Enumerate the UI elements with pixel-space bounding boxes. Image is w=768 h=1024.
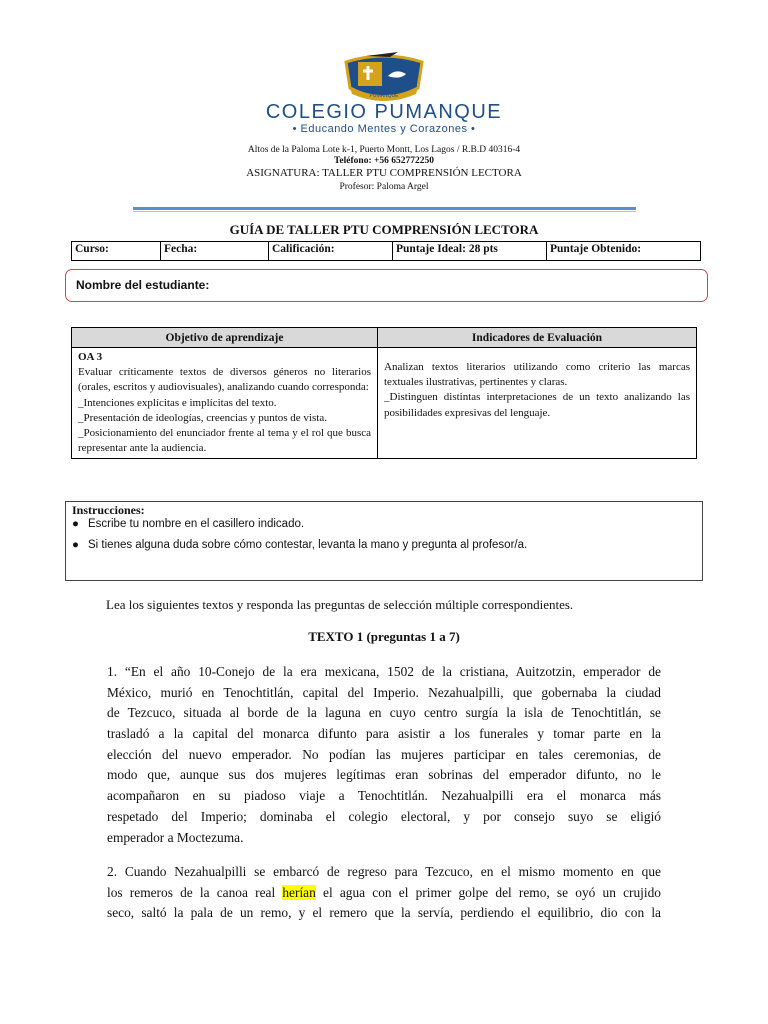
oa-item: _Presentación de ideologías, creencias y puntos de vista.: [78, 411, 327, 424]
indicators-cell: [378, 348, 697, 459]
highlighted-word: herían: [282, 884, 316, 900]
instruction-item: [72, 539, 527, 551]
instruction-text: Escribe tu nombre en el casillero indicado.: [88, 518, 305, 530]
instructions-title: Instrucciones:: [72, 503, 145, 517]
guide-title: GUÍA DE TALLER PTU COMPRENSIÓN LECTORA: [229, 222, 539, 237]
paragraph-line: trasladó a la capital del monarca difunto para asistir a los funerales y tomar parte en la: [107, 726, 661, 742]
puntaje-obtenido-cell[interactable]: Puntaje Obtenido:: [547, 242, 701, 261]
school-crest-logo: [338, 48, 430, 104]
paragraph-1: [107, 662, 661, 848]
puntaje-ideal-cell: Puntaje Ideal: 28 pts: [393, 242, 547, 261]
bullet-icon: ●: [72, 539, 79, 551]
school-motto: • Educando Mentes y Corazones •: [292, 123, 476, 135]
teacher-line: Profesor: Paloma Argel: [339, 182, 429, 192]
header-divider-thin: [133, 211, 636, 212]
paragraph-line: 2. Cuando Nezahualpilli se embarcó de regreso para Tezcuco, en el mismo momento en que: [107, 864, 661, 879]
paragraph-line: acompañaron en su piadoso viaje a Tenochtitlán. Nezahualpilli era el monarca más: [107, 788, 661, 804]
instruction-item: [72, 518, 304, 530]
indicator-item: _Distinguen distintas interpretaciones de un texto analizando las posibilidades expresivas del lenguaje.: [384, 391, 690, 419]
paragraph-line: de Tezcuco, situada al borde de la laguna en cuyo centro surgía la isla de Tenochtitlán, se: [107, 705, 661, 721]
text-run: los remeros de la canoa real: [107, 884, 283, 900]
calificacion-cell[interactable]: Calificación:: [269, 242, 393, 261]
paragraph-line: respetado del Imperio; dominaba el colegio electoral, y por consejo suyo se eligió: [107, 808, 661, 824]
oa-code: OA 3: [78, 351, 103, 363]
paragraph-2: [107, 862, 661, 924]
objectives-table: [71, 327, 697, 459]
bullet-icon: ●: [72, 518, 79, 530]
subject-line: ASIGNATURA: TALLER PTU COMPRENSIÓN LECTORA: [246, 167, 522, 179]
objectives-header: Objetivo de aprendizaje: [72, 328, 378, 348]
student-name-field[interactable]: [65, 269, 708, 302]
oa-item: _Posicionamiento del enunciador frente al tema y el rol que busca representar ante la audiencia.: [78, 427, 371, 455]
instructions-box: [65, 501, 703, 581]
paragraph-line: [107, 883, 661, 904]
indicators-header: Indicadores de Evaluación: [378, 328, 697, 348]
school-address: Altos de la Paloma Lote k-1, Puerto Montt, Los Lagos / R.B.D 40316-4: [247, 145, 521, 155]
text1-title: TEXTO 1 (preguntas 1 a 7): [308, 629, 460, 644]
oa-item: _Intenciones explícitas e implícitas del texto.: [78, 396, 277, 409]
student-name-label: Nombre del estudiante:: [76, 278, 210, 292]
paragraph-line: seco, saltó la pala de un remo, y el remero que la servía, perdiendo el equilibrio, dio con la: [107, 905, 661, 921]
header-divider: [133, 207, 636, 210]
paragraph-line: México, murió en Tenochtitlán, capital del Imperio. Nezahualpilli, que gobernaba la ciudad: [107, 684, 661, 700]
school-phone: Teléfono: +56 652772250: [333, 156, 435, 166]
lead-text: Lea los siguientes textos y responda las preguntas de selección múltiple correspondientes.: [106, 597, 574, 612]
oa-text: Evaluar críticamente textos de diversos géneros no literarios (orales, escritos y audiovisuales), analizando cuando corresponda:: [78, 366, 371, 394]
curso-cell[interactable]: Curso:: [72, 242, 161, 261]
student-info-table: [71, 241, 701, 261]
paragraph-line: modo que, aunque sus dos mujeres legítimas eran sobrinas del emperador difunto, no le: [107, 767, 661, 783]
objective-cell: [72, 348, 378, 459]
paragraph-line: emperador a Moctezuma.: [107, 829, 244, 845]
text-run: el agua con el primer golpe del remo, se oyó un crujido: [315, 884, 661, 900]
paragraph-line: 1. “En el año 10-Conejo de la era mexicana, 1502 de la cristiana, Auitzotzin, emperador de: [107, 664, 661, 679]
paragraph-line: elección del nuevo emperador. No podían las mujeres participar en tales ceremonias, de: [107, 746, 661, 762]
indicator-item: Analizan textos literarios utilizando como criterio las marcas textuales ilustrativas, pertinentes y claras.: [384, 361, 690, 389]
instruction-text: Si tienes alguna duda sobre cómo contestar, levanta la mano y pregunta al profesor/a.: [88, 539, 528, 551]
logo-banner-text: PUMANQUE: [369, 93, 399, 99]
school-name: COLEGIO PUMANQUE: [265, 101, 503, 123]
fecha-cell[interactable]: Fecha:: [161, 242, 269, 261]
